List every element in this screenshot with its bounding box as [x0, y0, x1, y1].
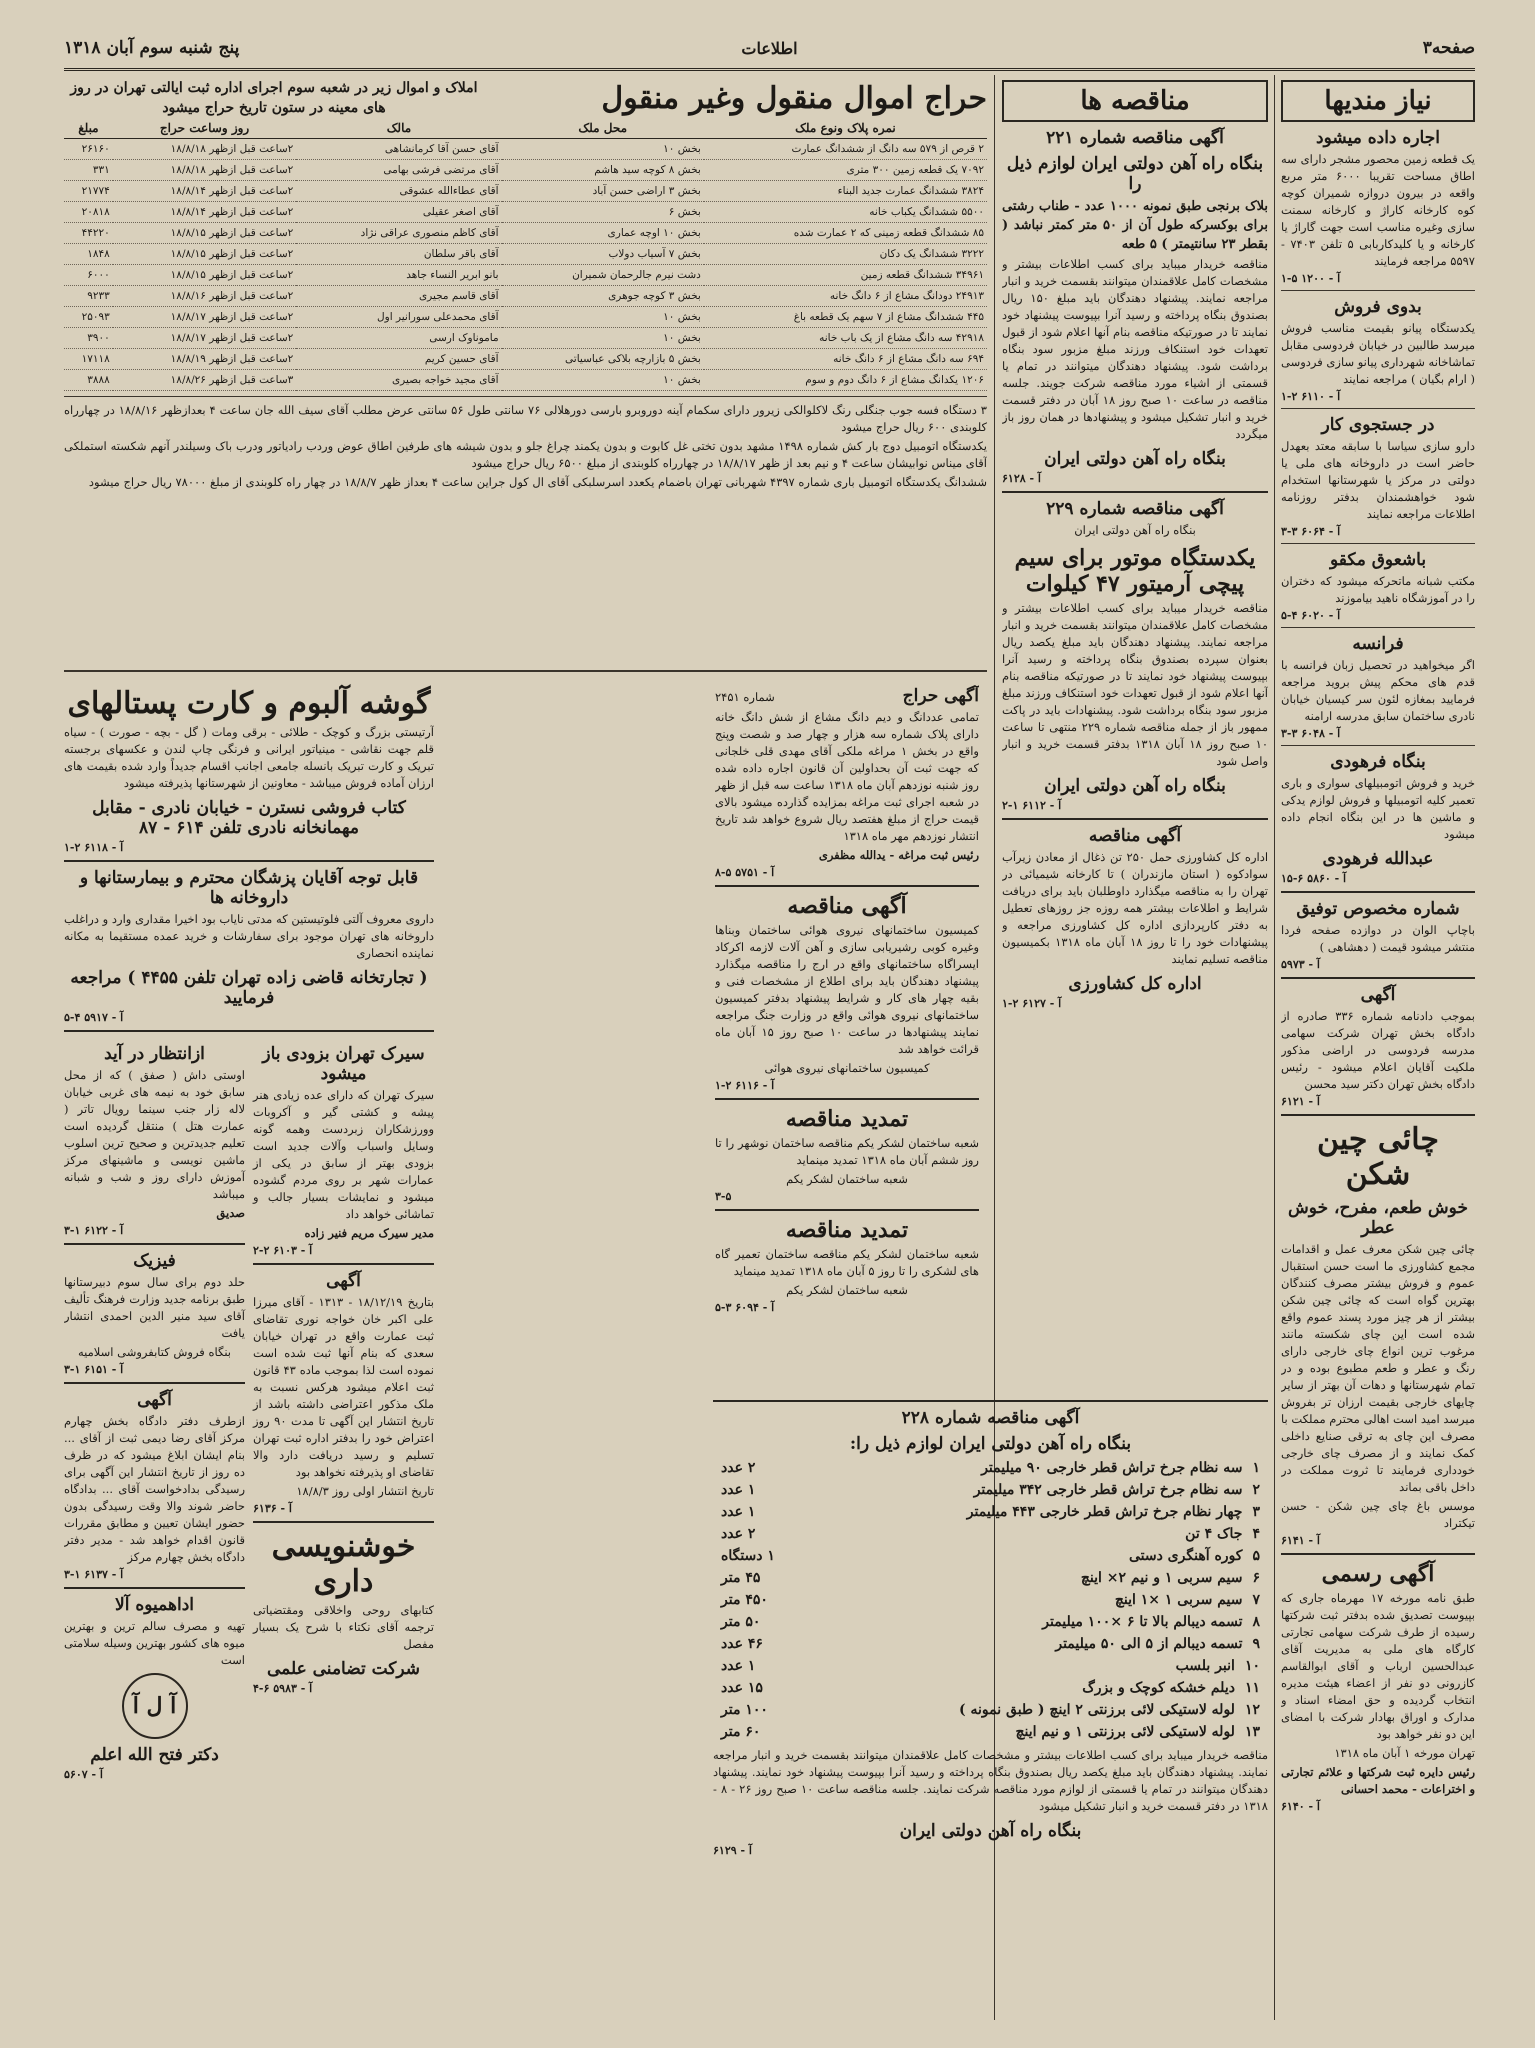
- auction-cell: ۲ساعت قبل ازظهر ۱۸/۸/۱۵: [113, 244, 296, 265]
- item-name: لوله لاستیکی لائی برزنتی ۲ اینچ ( طبق نمونه ): [959, 1702, 1235, 1718]
- auction-note: ششدانگ یکدستگاه اتومبیل باری شماره ۴۳۹۷ شهربانی تهران باضمام یکعدد اسرسلبکی آقای ال کول جراین ساعت ۴ بعداز ظهر ۱۸/۸/۷ در چهار راه کلوبندی از مبلغ ۷۸۰۰۰ ریال حراج میشود: [88, 475, 987, 489]
- item-quantity: ۲ عدد: [721, 1460, 756, 1476]
- auction-row: [64, 328, 987, 349]
- list-item: [713, 1677, 1268, 1699]
- auction-row: [64, 181, 987, 202]
- tender-agriculture: آگهی مناقصه اداره کل کشاورزی حمل ۲۵۰ تن ذغال از معادن زیرآب سوادکوه ( استان مازندران ) تا کارخانه شیمیائی در تهران را به مناقصه میگذارد داوطلبان باید برای دریافت شرایط و اطلاعات بیشتر همه روزه جز روزهای تعطیل به دفتر کارپردازی اداره کل کشاورزی مراجعه و پیشنهادات خود را تا روز ۱۸ آبان ماه ۱۳۱۸ بکمیسیون مناقصه تسلیم نمایند اداره کل کشاورزی آ - ۶۱۲۷ ۲-۱: [1002, 826, 1268, 1010]
- auction-cell: بخش ۵ بازارچه بلاکی عباسیاتی: [502, 349, 704, 370]
- auction-cell: بخش ۳ اراضی حسن آباد: [502, 181, 704, 202]
- auction-cell: بخش ۳ کوچه جوهری: [502, 286, 704, 307]
- auction-cell: بخش ۱۰: [502, 307, 704, 328]
- auction-cell: ۳۲۲۲ ششدانگ یک دکان: [704, 244, 987, 265]
- item-number: ۵: [1252, 1548, 1260, 1564]
- auction-row: [64, 202, 987, 223]
- auction-cell: بخش ۶: [502, 202, 704, 223]
- auction-cell: ۳ساعت قبل ازظهر ۱۸/۸/۲۶: [113, 370, 296, 391]
- auction-cell: ۲ساعت قبل ازظهر ۱۸/۸/۱۸: [113, 160, 296, 181]
- auction-cell: ۳۸۸۸: [64, 370, 113, 391]
- needs-item: در جستجوی کار دارو سازی سیاسا با سابقه معتد بعهدل حاضر است در داروخانه های ملی یا دولتی در مرکز یا شهرستانها استخدام شود خواهشمندان بدفتر روزنامه اطلاعات مراجعه نمایند آ - ۶۰۶۴ ۳-۳: [1281, 415, 1475, 538]
- auction-title: حراج اموال منقول وغیر منقول: [601, 80, 987, 116]
- needs-item: باشعوق مکقو مکتب شبانه ماتحرکه میشود که دختران را در آموزشگاه ناهید بیاموزند آ - ۶۰۲۰ ۴-۵: [1281, 550, 1475, 622]
- item-number: ۸: [1252, 1614, 1260, 1630]
- auction-cell: ۲ساعت قبل ازظهر ۱۸/۸/۱۴: [113, 181, 296, 202]
- auction-row: [64, 265, 987, 286]
- list-item: [713, 1567, 1268, 1589]
- list-item: [713, 1589, 1268, 1611]
- auction-cell: ۴۴۵ ششدانگ مشاع از ۷ سهم یک قطعه باغ: [704, 307, 987, 328]
- auction-cell: بخش ۷ آسیاب دولاب: [502, 244, 704, 265]
- auction-cell: بخش ۱۰: [502, 139, 704, 160]
- list-item: [713, 1545, 1268, 1567]
- auction-cell: آقای کاظم منصوری عراقی نژاد: [296, 223, 501, 244]
- auction-note: یکدستگاه اتومبیل دوج بار کش شماره ۱۴۹۸ مشهد بدون تختی غل کابوت و بدون یکمند چراغ جلو و بدون شیشه های طرفین اطاق عوض وردب رادیاتور ودرب باک وسیلندر آنهم شکسته استملکی آقای میناس نوابیشان ساعت ۴ و نیم بعد از ظهر ۱۸/۸/۱۷ در چهارراه کلوبندی از مبلغ ۶۵۰۰ ریال حراج میشود: [64, 439, 987, 470]
- auction-cell: آقای عطاءالله عشوقی: [296, 181, 501, 202]
- item-name: انبر بلسب: [1175, 1658, 1235, 1674]
- auction-cell: ۵۵۰۰ ششدانگ یکباب خانه: [704, 202, 987, 223]
- auction-cell: ۳۸۲۴ ششدانگ عمارت جدید البناء: [704, 181, 987, 202]
- list-item: [713, 1501, 1268, 1523]
- item-name: کوره آهنگری دستی: [1128, 1548, 1243, 1564]
- item-quantity: ۱۵ عدد: [721, 1680, 763, 1696]
- auction-table: نمره پلاک ونوع ملک محل ملک مالک روز وساعت حراج مبلغ ۲ قرص از ۵۷۹ سه دانگ از ششدانگ عمارت بخش ۱۰ آقای حسن آقا کرمانشاهی ۲ساعت قبل ازظهر ۱۸/۸/۱۸ ۲۶۱۶۰ ۷۰۹۲ یک قطعه زمین ۳۰۰ متری بخش ۸ کوچه سید هاشم آقای مرتضی فرشی بهامی ۲ساعت قبل ازظهر ۱۸/۸/۱۸ ۳۳۱ ۳۸۲۴ ششدانگ عمارت جدید البناء بخش ۳ اراضی حسن آباد آقای عطاءالله عشوقی ۲ساعت قبل ازظهر ۱۸/۸/۱۴ ۲۱۷۷۴ ۵۵۰۰ ششدانگ یکباب خانه بخش ۶ آقای اصغر عقیلی ۲ساعت قبل ازظهر ۱۸/۸/۱۴ ۲۰۸۱۸ ۸۵ ششدانگ قطعه زمینی که ۲ عمارت شده بخش ۱۰ اوچه عماری آقای کاظم منصوری عراقی نژاد ۲ساعت قبل ازظهر ۱۸/۸/۱۵ ۴۴۲۲۰ ۳۲۲۲ ششدانگ یک دکان بخش ۷ آسیاب دولاب آقای باقر سلطان ۲ساعت قبل ازظهر ۱۸/۸/۱۵ ۱۸۴۸ ۳۴۹۶۱ ششدانگ قطعه زمین دشت نیرم جالرحمان شمیران بانو ابریر النساء جاهد ۲ساعت قبل ازظهر ۱۸/۸/۱۵ ۶۰۰۰ ۲۴۹۱۳ دودانگ مشاع از ۶ دانگ خانه بخش ۳ کوچه جوهری آقای قاسم مجیری ۲ساعت قبل ازظهر ۱۸/۸/۱۶ ۹۲۳۳ ۴۴۵ ششدانگ مشاع از ۷ سهم یک قطعه باغ بخش ۱۰ آقای محمدعلی سورانیر اول ۲ساعت قبل ازظهر ۱۸/۸/۱۷ ۲۵۰۹۳ ۴۲۹۱۸ سه دانگ مشاع از یک باب خانه بخش ۱۰ ماموناوک ارسی ۲ساعت قبل ازظهر ۱۸/۸/۱۷ ۳۹۰۰ ۶۹۴ سه دانگ مشاع از ۶ دانگ خانه بخش ۵ بازارچه بلاکی عباسیاتی آقای حسین کریم ۲ساعت قبل ازظهر ۱۸/۸/۱۹ ۱۷۱۱۸ ۱۲۰۶ یکدانگ مشاع از ۶ دانگ دوم و سوم بخش ۱۰ آقای مجید خواجه بصیری ۳ساعت قبل ازظهر ۱۸/۸/۲۶ ۳۸۸۸: [64, 118, 987, 391]
- list-item: [713, 1721, 1268, 1743]
- tea-ad: چائی چین شکن خوش طعم، مفرح، خوش عطر چائی چین شکن معرف عمل و اقدامات مجمع کشاورزی ما است حسن استقبال عموم و فروش بیشتر مصرف کنندگان بهترین گواه است که چائی چین شکن بیشتر از هر چیز مورد پسند عموم واقع شده است این چای شکسته مانند مرغوب ترین انواع چای خارجی دارای رنگ و عطر و طعم مطبوع بوده و در تمام شهرستانها و دهات آن بهتر از سایر چایهای خارجی بقیمت ارزان تر بفروش میرسد امید است اهالی محترم مملکت با مصرف این چای به ترقی صنایع داخلی کمک نمایند و از مصرف چای خارجی خودداری فرمایند تا ثروت مملکت در داخل باقی بماند موسس باغ چای چین شکن - حسن تیکتراد آ - ۶۱۴۱: [1281, 1122, 1475, 1547]
- auction-cell: ۹۲۳۳: [64, 286, 113, 307]
- auction-cell: ۲ قرص از ۵۷۹ سه دانگ از ششدانگ عمارت: [704, 139, 987, 160]
- item-number: ۳: [1252, 1504, 1260, 1520]
- item-quantity: ۱ دستگاه: [721, 1548, 775, 1564]
- list-item: [713, 1523, 1268, 1545]
- item-name: جاک ۴ تن: [1185, 1526, 1243, 1542]
- item-number: ۲: [1252, 1482, 1260, 1498]
- tender-228: آگهی مناقصه شماره ۲۲۸ بنگاه راه آهن دولتی ایران لوازم ذیل را: ۱ سه نظام جرخ تراش قطر خارجی ۹۰ میلیمتر ۲ عدد ۲ سه نظام جرخ تراش قطر خارجی ۳۴۲ میلیمتر ۱ عدد ۳ چهار نظام جرخ تراش قطر خارجی ۴۴۳ میلیمتر ۱ عدد ۴ جاک ۴ تن ۲ عدد ۵ کوره آهنگری دستی ۱ دستگاه ۶ سیم سربی ۱ و نیم ۲× اینچ ۴۵ متر ۷ سیم سربی ۱ ×۱ اینچ ۴۵۰ متر ۸ تسمه دیبالم بالا تا ۶ ×۱۰۰ میلیمتر ۵۰ متر ۹ تسمه دیبالم از ۵ الی ۵۰ میلیمتر ۴۶ عدد ۱۰ انبر بلسب ۱ عدد ۱۱ دیلم خشکه کوچک و بزرگ ۱۵ عدد ۱۲ لوله لاستیکی لائی برزنتی ۲ اینچ ( طبق نمونه ) ۱۰۰ متر ۱۳ لوله لاستیکی لائی برزنتی ۱ و نیم اینچ ۶۰ متر مناقصه خریدار میباید برای کسب اطلاعات بیشتر و مشخصات کامل علاقمندان میتوانند بقسمت خرید و انبار مراجعه نمایند. پیشنهاد دهندگان باید مبلغ یکصد ریال بصندوق بنگاه پرداخته و رسید آنرا بپیوست پیشنهاد خود نمایند. پیشنهاد دهندگان میتوانند در تمام یا قسمتی از لوازم مورد مناقصه شرکت نمایند. جلسه مناقصه ساعت ۱۰ صبح روز ۲۶ - ۸ - ۱۳۱۸ در دفتر قسمت خرید و انبار تشکیل میشود بنگاه راه آهن دولتی ایران آ - ۶۱۲۹: [713, 1400, 1268, 2020]
- item-name: تسمه دیبالم بالا تا ۶ ×۱۰۰ میلیمتر: [1042, 1614, 1243, 1630]
- item-name: سیم سربی ۱ ×۱ اینچ: [1114, 1592, 1243, 1608]
- middle-column: [715, 680, 979, 1390]
- auction-cell: ۲۵۰۹۳: [64, 307, 113, 328]
- list-item: [713, 1633, 1268, 1655]
- auction-cell: ۴۴۲۲۰: [64, 223, 113, 244]
- tenders-column: [1002, 78, 1268, 1398]
- needs-item: اجاره داده میشود یک قطعه زمین محصور مشجر دارای سه اطاق مساحت تقریبا ۶۰۰۰ متر مربع واقعه در بیرون دروازه شمیران کوچه کوه کارخانه کاراژ و کارخانه سمنت سازی وغیره مناسب است جهت گاراژ یا کارخانه و یا کلیدکاربابی ۵ تلفن ۷۴۰۳ - ۵۵۹۷ مراجعه فرمایند آ - ۱۲۰۰ ۵-۱: [1281, 128, 1475, 285]
- list-item: [713, 1655, 1268, 1677]
- auction-cell: ۲ساعت قبل ازظهر ۱۸/۸/۱۵: [113, 223, 296, 244]
- tender-229: آگهی مناقصه شماره ۲۲۹ بنگاه راه آهن دولتی ایران یکدستگاه موتور برای سیم پیچی آرمیتور ۴۷ کیلوات مناقصه خریدار میباید برای کسب اطلاعات بیشتر و مشخصات کامل علاقمندان میتوانند بقسمت خرید و انبار مراجعه نمایند. پیشنهاد دهندگان باید مبلغ یکصد ریال بعنوان سپرده بصندوق بنگاه پرداخته و رسید آنرا بپیوست پیشنهاد خود نمایند تا در صورتیکه مناقصه بنام آنها اعلام شود از قبول تعهدات خود استنکاف ورزند مبلغ مزبور سود بنگاه برداشت شود. پیشنهادات باید در پاکت ممهور باز از جمله مناقصه شماره ۲۲۹ منتهی تا ساعت ۱۰ صبح روز ۱۸ آبان ۱۳۱۸ بدفتر قسمت خرید و انبار واصل شود بنگاه راه آهن دولتی ایران آ - ۶۱۱۲ ۱-۲: [1002, 499, 1268, 812]
- auction-cell: ۱۸۴۸: [64, 244, 113, 265]
- auction-cell: آقای اصغر عقیلی: [296, 202, 501, 223]
- auction-cell: ۲ساعت قبل ازظهر ۱۸/۸/۱۶: [113, 286, 296, 307]
- auction-cell: دشت نیرم جالرحمان شمیران: [502, 265, 704, 286]
- auction-cell: ۳۳۱: [64, 160, 113, 181]
- tender-221: آگهی مناقصه شماره ۲۲۱ بنگاه راه آهن دولتی ایران لوازم ذیل را بلاک برنجی طبق نمونه ۱۰۰۰ عدد - طناب رشتی برای بوکسرکه طول آن از ۵۰ متر کمتر نباشد ( بقطر ۲۳ سانتیمتر ) ۵ طعه مناقصه خریدار میباید برای کسب اطلاعات بیشتر و مشخصات کامل علاقمندان میتوانند بقسمت خرید و انبار مراجعه نمایند. پیشنهاد دهندگان باید مبلغ ۱۵۰ ریال بصندوق بنگاه پرداخته و رسید آنرا بپیوست پیشنهاد خود نمایند تا در صورتیکه مناقصه بنام آنها اعلام شود از قبول تعهدات خود استنکاف ورزند مبلغ مزبور سود بنگاه برداشت شود. پیشنهاد دهندگان میتوانند در تمام یا قسمتی از اشیاء مورد مناقصه شرکت جویند. جلسه مناقصه در ساعت ۱۰ صبح روز ۱۸ آبان در دفتر قسمت خرید و انبار تشکیل میشود و پیشنهادها در همان روز باز میگردد بنگاه راه آهن دولتی ایران آ - ۶۱۲۸: [1002, 128, 1268, 485]
- auction-cell: ۲۱۷۷۴: [64, 181, 113, 202]
- item-number: ۱: [1252, 1460, 1260, 1476]
- auction-cell: آقای حسن آقا کرمانشاهی: [296, 139, 501, 160]
- item-quantity: ۴۵۰ متر: [721, 1592, 768, 1608]
- item-number: ۱۰: [1244, 1658, 1260, 1674]
- item-quantity: ۱۰۰ متر: [721, 1702, 768, 1718]
- auction-cell: بانو ابریر النساء جاهد: [296, 265, 501, 286]
- auction-cell: ۱۷۱۱۸: [64, 349, 113, 370]
- item-quantity: ۴۵ متر: [721, 1570, 761, 1586]
- paper-name: اطلاعات: [741, 38, 798, 58]
- item-quantity: ۱ عدد: [721, 1504, 756, 1520]
- item-number: ۱۲: [1244, 1702, 1260, 1718]
- issue-date: پنج شنبه سوم آبان ۱۳۱۸: [64, 38, 240, 58]
- auction-subtitle: املاک و اموال زیر در شعبه سوم اجرای اداره ثبت ایالتی تهران در روز های معینه در ستون تاریخ حراج میشود: [70, 80, 478, 116]
- auction-row: [64, 160, 987, 181]
- item-quantity: ۱ عدد: [721, 1658, 756, 1674]
- auction-cell: ۲ساعت قبل ازظهر ۱۸/۸/۱۷: [113, 307, 296, 328]
- auction-row: [64, 139, 987, 160]
- list-item: [713, 1611, 1268, 1633]
- auction-cell: ۷۰۹۲ یک قطعه زمین ۳۰۰ متری: [704, 160, 987, 181]
- left-area: [64, 680, 434, 2020]
- auction-cell: بخش ۱۰ اوچه عماری: [502, 223, 704, 244]
- circus-ad: سیرک تهران بزودی باز میشود سیرک تهران که دارای عده زیادی هنر پیشه و کشتی گیر و آکروبات وورزشکاران زبردست وهمه گونه وسایل واسباب وآلات جدید است بزودی بهتر از سابق در یکی از عمارات شهر بر روی مردم گشوده میشود و نمایشات بسیار جالب و تماشائی خواهد داد مدیر سیرک مریم فنیر زاده آ - ۶۱۰۳ ۲-۲ آگهی بتاریخ ۱۸/۱۲/۱۹ - ۱۳۱۳ - آقای میرزا علی اکبر خان خواجه نوری تقاضای ثبت عمارت واقع در تهران خیابان سعدی که بنام آنها ثبت شده است نموده است لذا بموجب ماده ۴۳ قانون ثبت اعلام میشود هرکس نسبت به ملک مذکور اعتراضی داشته باشد از تاریخ انتشار این آگهی تا مدت ۹۰ روز اعتراض خود را بدفتر اداره ثبت تهران تسلیم و رسید دریافت دارد والا تقاضای او پذیرفته نخواهد بود تاریخ انتشار اولی روز ۱۸/۸/۳ آ - ۶۱۳۶ خوشنویسی داری کتابهای روحی واخلاقی ومقتضیاتی ترجمه آقای نکتاء با شرح یک بسیار مفصل شرکت تضامنی علمی آ - ۵۹۸۳ ۶-۴: [253, 1044, 434, 1695]
- page-number: صفحه۳: [1422, 38, 1475, 58]
- auction-cell: ۶۹۴ سه دانگ مشاع از ۶ دانگ خانه: [704, 349, 987, 370]
- tenders-title: مناقصه ها: [1002, 80, 1268, 122]
- auction-row: [64, 223, 987, 244]
- auction-cell: آقای مرتضی فرشی بهامی: [296, 160, 501, 181]
- item-quantity: ۱ عدد: [721, 1482, 756, 1498]
- tender-extension: تمدید مناقصه شعبه ساختمان لشکر یکم مناقصه ساختمان تعمیر گاه های لشکری را تا روز ۵ آبان ماه ۱۳۱۸ تمدید مینماید شعبه ساختمان لشکر یکم آ - ۶۰۹۴ ۳-۵: [715, 1217, 979, 1314]
- item-quantity: ۵۰ متر: [721, 1614, 761, 1630]
- shop-owner: عبدالله فرهودی: [1322, 849, 1434, 869]
- item-number: ۹: [1252, 1636, 1260, 1652]
- list-item: [713, 1699, 1268, 1721]
- auction-cell: ۳۹۰۰: [64, 328, 113, 349]
- album-ad: گوشه آلبوم و کارت پستالهای آرتیستی بزرگ و کوچک - طلائی - برقی ومات ( گل - بچه - صورت ) - سیاه قلم جهت نقاشی - مینیاتور ایرانی و فرنگی چاپ لندن و عکسهای برجسته تبریک و کارت تبریک بانسله جامعی اجانب اقسام جدیداً وارد شده بقیمت های ارزان آماده فروش میباشد - معاونین از شهرستانها پذیرفته میشود کتاب فروشی نسترن - خیابان نادری - مقابل مهمانخانه نادری تلفن ۶۱۴ - ۸۷ آ - ۶۱۱۸ ۲-۱: [64, 686, 434, 854]
- pharmacy-ad: قابل توجه آقایان پزشگان محترم و بیمارستانها و داروخانه ها داروی معروف آلتی فلوتیستین که مدتی نایاب بود اخیرا مقداری وارد و دراغلب داروخانه های تهران موجود برای سفارشات و خرید عمده مستقیما به مکانه نماینده انحصاری ( تجارتخانه قاضی زاده تهران تلفن ۴۴۵۵ ) مراجعه فرمایید آ - ۵۹۱۷ ۴-۵: [64, 868, 434, 1024]
- item-name: تسمه دیبالم از ۵ الی ۵۰ میلیمتر: [1055, 1636, 1243, 1652]
- auction-cell: آقای محمدعلی سورانیر اول: [296, 307, 501, 328]
- auction-cell: آقای مجید خواجه بصیری: [296, 370, 501, 391]
- auction-row: [64, 349, 987, 370]
- auction-cell: آقای باقر سلطان: [296, 244, 501, 265]
- auction-row: [64, 370, 987, 391]
- official-notice: آگهی رسمی طبق نامه مورخه ۱۷ مهرماه جاری که بپیوست تصدیق شده بدفتر ثبت شرکتها رسیده از طرف شرکت سهامی تجارتی کارگاه های ملی به مدیریت آقای عبدالحسین ارباب و آقای ابوالقاسم کازرونی دو نفر از اعضاء هیئت مدیره انتخاب گردیده و حق امضاء اسناد و مدارک و اوراق بهادار شرکت با امضای این دو نفر خواهد بود تهران مورخه ۱ آبان ماه ۱۳۱۸ رئیس دایره ثبت شرکتها و علائم تجارتی و اختراعات - محمد احسانی آ - ۶۱۴۰: [1281, 1561, 1475, 1813]
- item-name: چهار نظام جرخ تراش قطر خارجی ۴۴۳ میلیمتر: [966, 1504, 1243, 1520]
- auction-row: [64, 244, 987, 265]
- auction-row: [64, 307, 987, 328]
- tender-228-list: [713, 1457, 1268, 1743]
- item-name: سه نظام جرخ تراش قطر خارجی ۳۴۲ میلیمتر: [973, 1482, 1243, 1498]
- ad-row: [64, 1038, 434, 1785]
- auction-cell: ماموناوک ارسی: [296, 328, 501, 349]
- auction-2451: آگهی حراج شماره ۲۴۵۱ تمامی عددانگ و دیم دانگ مشاع از شش دانگ خانه دارای پلاک شماره سه هزار و چهار صد و شصت وپنج واقع در بخش ۱ مراغه ملکی آقای مهدی قلی خلجانی که جهت ثبت آن بحداولین آن قانون اجاره داده شده روز شنبه نوزدهم آبان ماه ۱۳۱۸ ساعت سه قبل از ظهر در شعبه اجرای ثبت مراغه بمزایده گذارده میشود بالای قیمت حراج از مبلغ هفتصد ریال شروع خواهد شد تاریخ انتشار نوزدهم مهر ماه ۱۳۱۸ رئیس ثبت مراغه - یدالله مظفری آ - ۵۷۵۱ ۵-۸: [715, 686, 979, 879]
- item-number: ۴: [1252, 1526, 1260, 1542]
- tea-address: موسس باغ چای چین شکن - حسن تیکتراد: [1281, 1499, 1475, 1530]
- auction-cell: ۲۰۸۱۸: [64, 202, 113, 223]
- special-issue-ad: شماره مخصوص توفیق باچاپ الوان در دوازده صفحه فردا منتشر میشود قیمت ( دهشاهی ) آ - ۵۹۷۳: [1281, 899, 1475, 971]
- tea-slogan: خوش طعم، مفرح، خوش عطر: [1288, 1198, 1468, 1238]
- auction-cell: ۱۲۰۶ یکدانگ مشاع از ۶ دانگ دوم و سوم: [704, 370, 987, 391]
- auction-cell: ۲ساعت قبل ازظهر ۱۸/۸/۱۸: [113, 139, 296, 160]
- item-number: ۷: [1252, 1592, 1260, 1608]
- needs-item: بنگاه فرهودی خرید و فروش اتومبیلهای سواری و باری تعمیر کلیه اتومبیلها و فروش لوازم یدکی و ماشین ها در این بنگاه انجام داده میشود عبدالله فرهودی آ - ۵۸۶۰ ۶-۱۵: [1281, 752, 1475, 885]
- needs-title: نیاز مندیها: [1281, 80, 1475, 122]
- section-rule: [64, 670, 987, 672]
- expect-ad: ازانتظار در آید اوستی داش ( صفق ) که از محل سابق خود به نیمه های غربی خیابان لاله زار جنب سینما رویال تاتر ( عمارت هتل ) منتقل گردیده است تعلیم جدیدترین و صحیح ترین اسلوب ماشین نویسی و ماشینهای مرکز آموزش دارای روز و شب و شبانه میباشد صدیق آ - ۶۱۲۲ ۱-۳ فیزیک حلد دوم برای سال سوم دبیرستانها طبق برنامه جدید وزارت فرهنگ تألیف آقای سید منیر الدین احمدی انتشار یافت بنگاه فروش کتابفروشی اسلامیه آ - ۶۱۵۱ ۱-۳ آگهی ازطرف دفتر دادگاه بخش چهارم مرکز آقای رضا دیمی ثبت از آقای ... بنام ایشان ابلاغ میشود که در ظرف ده روز از تاریخ انتشار این آگهی برای رسیدگی بدادخواست آقای ... بدادگاه حاضر شوند والا وقت رسیدگی بدون حضور ایشان تعیین و مطابق مقررات قانون اقدام خواهد شد - مدیر دفتر دادگاه بخش چهارم مرکز آ - ۶۱۳۷ ۱-۳ اداهمیوه آلا تهیه و مصرف سالم ترین و بهترین میوه های کشور بهترین وسیله سلامتی است آ ل آ دکتر فتح الله اعلم آ - ۵۶۰۷: [64, 1044, 245, 1781]
- needs-column: [1281, 78, 1475, 2023]
- auction-row: [64, 286, 987, 307]
- auction-cell: ۲۴۹۱۳ دودانگ مشاع از ۶ دانگ خانه: [704, 286, 987, 307]
- tender-extension: تمدید مناقصه شعبه ساختمان لشکر یکم مناقصه ساختمان نوشهر را تا روز ششم آبان ماه ۱۳۱۸ تمدید مینماید شعبه ساختمان لشکر یکم ۳-۵: [715, 1106, 979, 1203]
- item-name: سیم سربی ۱ و نیم ۲× اینچ: [1080, 1570, 1243, 1586]
- auction-cell: آقای حسین کریم: [296, 349, 501, 370]
- auction-cell: ۳۴۹۶۱ ششدانگ قطعه زمین: [704, 265, 987, 286]
- item-quantity: ۶۰ متر: [721, 1724, 761, 1740]
- brand-seal: آ ل آ: [122, 1673, 188, 1739]
- item-name: لوله لاستیکی لائی برزنتی ۱ و نیم اینچ: [1015, 1724, 1235, 1740]
- auction-cell: ۲۶۱۶۰: [64, 139, 113, 160]
- auction-cell: ۸۵ ششدانگ قطعه زمینی که ۲ عمارت شده: [704, 223, 987, 244]
- item-number: ۱۳: [1244, 1724, 1260, 1740]
- column-rule: [1274, 75, 1275, 2020]
- auction-cell: ۲ساعت قبل ازظهر ۱۸/۸/۱۵: [113, 265, 296, 286]
- masthead: [64, 28, 1475, 71]
- tender-airforce: آگهی مناقصه کمیسیون ساختمانهای نیروی هوائی ساختمان وبناها وغیره کوبی رشیریابی سازی و آهن آلات لازمه اکرکاد ایسراگاه ساختمانهای واقع در ارج را مناقصه میگذارد پیشنهاد دهندگان باید برای اطلاع از مشخصات فنی و بقیه چهار های کار و شرایط پیشنهاد بدفتر کمیسیون ساختمانهای نیروی هوائی واقع در وزارت جنگ مراجعه نمایند پیشنهادها در ساعت ۱۰ صبح روز ۱۵ آبان ماه قرائت خواهد شد کمیسیون ساختمانهای نیروی هوائی آ - ۶۱۱۶ ۲-۱: [715, 893, 979, 1092]
- item-number: ۱۱: [1244, 1680, 1260, 1696]
- auction-cell: ۴۲۹۱۸ سه دانگ مشاع از یک باب خانه: [704, 328, 987, 349]
- item-number: ۶: [1252, 1570, 1260, 1586]
- needs-item: فرانسه اگر میخواهید در تحصیل زبان فرانسه با قدم های محکم پیش بروید مراجعه فرمایید بمغازه لئون سر کیسیان خیابان نادری ساختمان سابق مدرسه ارامنه آ - ۶۰۴۸ ۳-۳: [1281, 634, 1475, 740]
- auction-cell: ۶۰۰۰: [64, 265, 113, 286]
- item-name: دیلم خشکه کوچک و بزرگ: [1082, 1680, 1235, 1696]
- list-item: [713, 1457, 1268, 1479]
- item-quantity: ۲ عدد: [721, 1526, 756, 1542]
- auction-cell: بخش ۱۰: [502, 328, 704, 349]
- auction-cell: ۲ساعت قبل ازظهر ۱۸/۸/۱۴: [113, 202, 296, 223]
- auction-cell: ۲ساعت قبل ازظهر ۱۸/۸/۱۹: [113, 349, 296, 370]
- court-notice: آگهی بموجب دادنامه شماره ۳۳۶ صادره از دادگاه بخش تهران شرکت سهامی مدرسه فردوسی در اراضی مذکور ملکیت آقایان اعلام میشود - رئیس دادگاه بخش تهران دکتر سید محسن آ - ۶۱۲۱: [1281, 985, 1475, 1108]
- item-quantity: ۴۶ عدد: [721, 1636, 763, 1652]
- auction-note: ۳ دستگاه فسه جوب جنگلی رنگ لاکلوالکی زیرور دارای سکمام آینه دوروبرو بارسی دورهلالی ۷۶ سانتی طول ۵۶ سانتی عرض مطلب آقای سیف الله جان ساعت ۴ بعدازظهر ۱۸/۸/۱۶ در چهارراه کلوبندی ۶۰۰ ریال حراج میشود: [64, 403, 987, 434]
- needs-item: بدوی فروش یکدستگاه پیانو بقیمت مناسب فروش میرسد طالبین در خیابان فردوسی مقابل تماشاخانه شهرداری پیانو سازی فردوسی ( ارام بگیان ) مراجعه نمایند آ - ۶۱۱۰ ۲-۱: [1281, 297, 1475, 403]
- item-name: سه نظام جرخ تراش قطر خارجی ۹۰ میلیمتر: [981, 1460, 1243, 1476]
- list-item: [713, 1479, 1268, 1501]
- auction-cell: ۲ساعت قبل ازظهر ۱۸/۸/۱۷: [113, 328, 296, 349]
- auction-cell: بخش ۱۰: [502, 370, 704, 391]
- auction-block: [64, 78, 987, 668]
- tea-brand: چائی چین شکن: [1317, 1122, 1439, 1192]
- auction-cell: بخش ۸ کوچه سید هاشم: [502, 160, 704, 181]
- auction-cell: آقای قاسم مجیری: [296, 286, 501, 307]
